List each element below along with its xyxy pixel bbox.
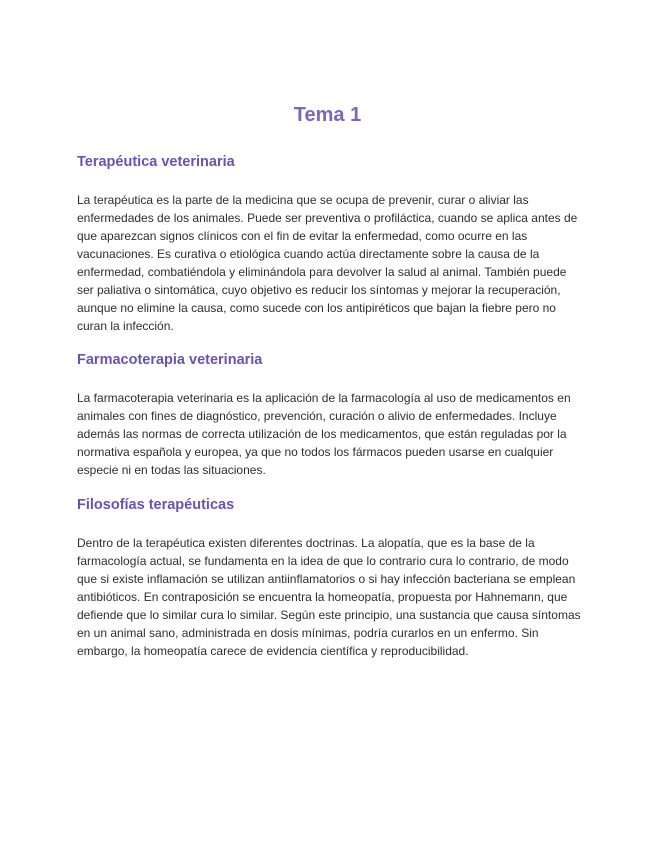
- section-filosofias: [77, 495, 582, 660]
- section-paragraph: La farmacoterapia veterinaria es la aplicación de la farmacología al uso de medicamentos en animales con fines de diagnóstico, prevención, curación o alivio de enfermedades. Incluye además las normas de correcta utilización de los medicamentos, que están reguladas por la normativa española y europea, ya que no todos los fármacos pueden usarse en cualquier especie ni en todas las situaciones.: [77, 391, 571, 477]
- section-terapeutica: [77, 152, 582, 335]
- page-title: Tema 1: [293, 104, 362, 126]
- section-paragraph: Dentro de la terapéutica existen diferentes doctrinas. La alopatía, que es la base de la farmacología actual, se fundamenta en la idea de que lo contrario cura lo contrario, de modo que si existe inflamación se utilizan antiinflamatorios o si hay infección bacteriana se emplean antibióticos. En contraposición se encuentra la homeopatía, propuesta por Hahnemann, que defiende que lo similar cura lo similar. Según este principio, una sustancia que causa síntomas en un animal sano, administrada en dosis mínimas, podría curarlos en un enfermo. Sin embargo, la homeopatía carece de evidencia científica y reproducibilidad.: [77, 536, 581, 658]
- section-farmacoterapia: [77, 350, 582, 479]
- section-heading: Farmacoterapia veterinaria: [77, 352, 263, 368]
- section-paragraph: La terapéutica es la parte de la medicina que se ocupa de prevenir, curar o aliviar las enfermedades de los animales. Puede ser preventiva o profiláctica, cuando se aplica antes de que aparezcan signos clínicos con el fin de evitar la enfermedad, como ocurre en las vacunaciones. Es curativa o etiológica cuando actúa directamente sobre la causa de la enfermedad, combatiéndola y eliminándola para devolver la salud al animal. También puede ser paliativa o sintomática, cuyo objetivo es reducir los síntomas y mejorar la recuperación, aunque no elimine la causa, como sucede con los antipiréticos que bajan la fiebre pero no curan la infección.: [77, 193, 578, 333]
- section-heading: Filosofías terapéuticas: [77, 497, 235, 513]
- section-heading: Terapéutica veterinaria: [77, 154, 235, 170]
